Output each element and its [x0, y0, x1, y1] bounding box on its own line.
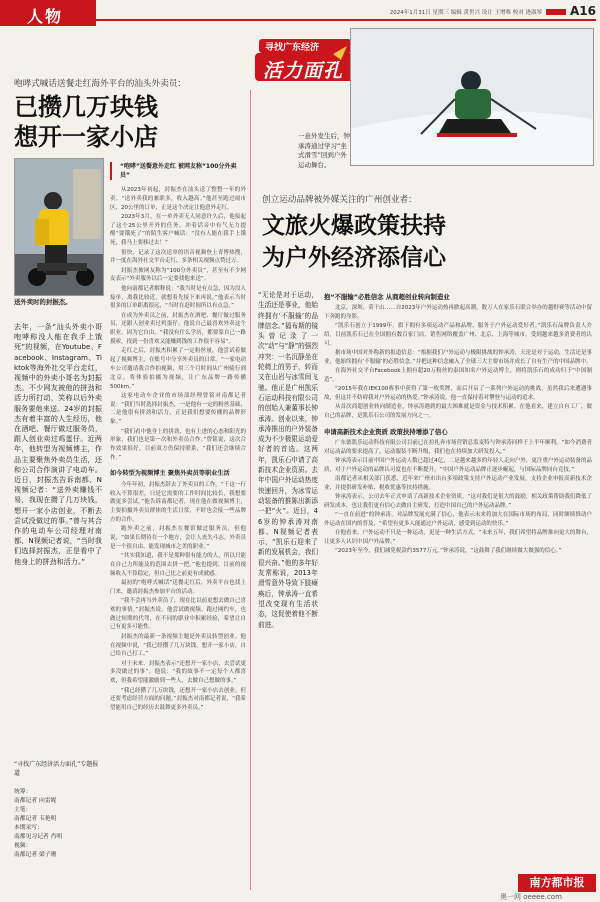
- right-headline-line2: 为户外经济添信心: [262, 245, 446, 271]
- left-headline: [14, 92, 158, 152]
- paragraph: 在他看来，户外运动不只是一种运动，更是一种生活方式。“未来五年，我们希望将品牌推向更大的舞台，让更多人认识中国户外品牌。”: [324, 530, 592, 546]
- column-divider: [250, 90, 251, 890]
- right-body: [324, 292, 592, 872]
- left-summary: 去年，一条“汕头外卖小哥咆哮称没人能在我手上饿死”的视频，在Youtube、Facebook、Instagram、Tiktok等海外社交平台走红，视频中的外卖小哥名为封振杰。不少网友被他的拼劲和活力所打动，笑称以后外卖服务要他来送。24岁的封振杰有着丰富的人生经历，他在酒吧、餐厅做过服务员，跟人创业卖过鸡蛋仔。近两年，他转型为视频博主，作品主要聚焦外卖员生活，还和公司合作演讲了电动车。近日，封振杰告诉南都、N视频记者：“送外卖赚钱不易，我现在攒了几万块钱，想开一家小店创业，不断去尝试没做过的事。”曾与其合作的电动车公司经理对南都、N视频记者说，“当时我们选择封振杰，正是看中了他身上的拼劲和活力。”: [14, 322, 102, 566]
- issue-meta: 2024年1月31日 星期三 编辑 黄世兴 设计 王增唯 校对 逄淑琴: [389, 10, 542, 16]
- paragraph: “其实我知道，我不是那种很有能力的人，所以只能在自己力所能及的范围去拼一把。”他也提到，目前的视频收入不算稳定，但自己比之前更有成就感。: [110, 553, 246, 577]
- credits: 统筹： 南都记者 向雷妮 主笔： 南都记者 韦艳明 本期采写： 南都见习记者 肖明 视频： 南都记者 梁子珊: [14, 789, 63, 858]
- paragraph: 封振杰的最新一条视频主题是外卖员转型创业。他在视频中说，“我已经攒了几万块钱，想开一家小店，自己给自己打工。”: [110, 633, 246, 658]
- paragraph: 从2023年初起，封振杰在汕头送了整整一年的外卖。“送外卖我的兼职多，收入越高。”他甚至跑过闹市区、20公里的订单，正是这个决定让他意外走红。: [110, 187, 246, 211]
- newspaper-logo-mark: [546, 9, 566, 15]
- paragraph: “2023年至今，我们减免税款约3577万元。”钟承涛说，“这鼓舞了我们继续做大做强的信心。”: [335, 548, 562, 555]
- paragraph: 最初的“咆哮式喊话”送餐走红后，外卖平台也找上门来，邀请封振杰参加平台的活动。: [110, 579, 246, 595]
- right-headline-line1: 文旅火爆政策扶持: [262, 213, 446, 239]
- paragraph: 跑外卖之前，封振杰在餐馆做过服务员，但他说，“如果长期待在一个地方，会让人丧失斗志。外卖员是一个很自由、能发现城市之美的职业。”: [110, 526, 246, 550]
- left-headline-line1: 已攒几万块钱: [14, 93, 158, 121]
- footer-watermark: 奥一网 oeeee.com: [500, 893, 562, 901]
- paragraph: “2015年我在IEK100赛事中获得了第一枚奖牌，而后开启了一系列户外运动的挑战。虽然我后来遭遇事故，但这并不妨碍我对户外运动的热爱。”钟承涛说，他一直保持着对攀登与运动的追求。: [324, 386, 592, 401]
- page-number: A16: [570, 4, 596, 18]
- paragraph: 南都记者从相关部门获悉，近年来广州市出台多项政策支持户外运动产业发展，支持企业申报高新技术企业，并提供研发补贴、税收优惠等扶持措施。: [324, 476, 592, 491]
- left-section1-body: [110, 186, 246, 463]
- paragraph: 这家电动车企业的市场部经理曾铭对南都记者说：“我们当时选择封振杰，一是他有一定的粉丝基础，二是他很有拼劲和活力，正是我们想要传播的品牌形象。”: [110, 392, 246, 426]
- paragraph: 钟承涛表示目前中国户外运动人数已超过4亿，二是越来越多的年轻人走向户外，更注重户外运动装备的品质，对于户外运动的品牌认可度也在不断提升。“中国户外运动品牌正逐步崛起，与国际品牌同台竞技。”: [324, 457, 592, 473]
- paragraph: 钟承涛表示，公司去年正式申请了高新技术企业资质，“这对我们是很大的鼓励，相关政策帮助我们降低了研发成本，也让我们更有信心去做自主研发，打造中国自己的户外运动品牌。”: [324, 494, 592, 509]
- paragraph: “我已经攒了几万块钱，还想开一家小店去创业，但还要考虑经营方面的问题。”封振杰对南都记者说，“我希望能用自己的经历去鼓舞更多外卖员。”: [110, 687, 246, 712]
- footer-brand-text: 南方都市报: [529, 876, 585, 889]
- courier-photo-caption: 送外卖时的封振杰。: [14, 298, 72, 306]
- paragraph: 走红之后，封振杰积累了一定粉丝量，他尝试着做起了视频博主，在账号中分享外卖员的日常。“一家电动车公司邀请我合作拍视频，用三个月时间从广州骑行到北京，将体验拍摄为视频，让广东品牌一路传播500km。”: [110, 348, 246, 390]
- courier-illustration-icon: [15, 159, 103, 295]
- courier-photo: [14, 158, 104, 296]
- paragraph: 广东德凯乐运动科技有限公司目前已在拉扎奔市场营销总监麦特与钟承涛同样于上半年顺利，“如今消费者对运动品的要求提高了，运动服装不断升级，我们也在持续加大研发投入。”: [324, 439, 592, 455]
- paragraph: 今年年初，封振杰辞去了外卖员的工作。“干这一行收入不算很差，只是它需要的工作时间比较长，我想要做更多尝试。”他告诉南都记者，现在他在做视频博主，主要拍摄外卖员群体的生活日常，不时也会接一些品牌方的合作。: [110, 481, 246, 523]
- right-headline: [262, 210, 446, 274]
- badge-line1: 寻找广东经济: [265, 43, 320, 53]
- paragraph: “我们看中他身上的拼劲，也有上进的心态和阳光的形象，我们也是第一次和外卖员合作。”曾铭说，这次合作效果很好，目前双方仍保持联系，“我们还会继续合作。”: [110, 428, 246, 461]
- footer-brand: [518, 874, 596, 892]
- right-section1-head: 抱“不服输”必胜信念 从商超创业转向制造业: [324, 293, 450, 301]
- paragraph: “凯乐石创立于1999年，旗下拥有多项运动产品和品牌，服务于户外运动爱好者。”凯乐石品牌负责人介绍，目前凯乐石已在全国拥有数百家门店，销售网络覆盖广州、北京、上海等城市，受到越来越多消费者的认可。: [324, 323, 592, 347]
- paragraph: 据市场中国对外称新的报道信息：“根据我们户外运动与极限挑战的钟承涛，天论是对于运动，生活还是事业，他始终拥有‘不服输’的必胜信念。”并把这种信念融入了全球三大主要市场并成长了自有生产的中国品牌中。: [324, 349, 592, 365]
- skier-illustration-icon: [351, 29, 593, 165]
- left-kicker: 咆哮式喊话送餐走红海外平台的汕头外卖员：: [14, 79, 186, 89]
- paragraph: 北京、深圳、莫干山……自2023年户外运动热再掀起高潮，数万人在家乐石联合举办的越野赛等活动中留下奔跑的身影。: [324, 305, 592, 320]
- left-body: [110, 162, 246, 892]
- skier-photo: [350, 28, 594, 166]
- paragraph: 从首次商超创业转向制造业，钟承涛遇到的最大困难就是资金与技术积累。在他看来，建立自有工厂，做自己的品牌，是凯乐石公司的发展方向之一。: [324, 404, 592, 420]
- paragraph: 封振杰被网友称为“100分外卖员”，甚至有不少网友表示“外卖服务以后一定要找他来送”。: [110, 267, 246, 283]
- series-note: “寻找广东经济活力面孔”专题报道: [14, 761, 99, 777]
- section-label: 人物: [27, 7, 64, 26]
- right-side-column: “无论是对于运动，生活还是事业，他始终拥有‘不服输’的品牌信念。”福布斯的镜头曾记录了一次“动”与“静”的强烈冲突：一名沉静坐在轮椅上的男子，转而又在山岩与冰雪间飞驰。他正是广州凯乐石运动科技有限公司的创始人兼董事长钟承涛。创业以来，钟承涛推出的户外装备成为不少极限运动爱好者的首选。这两年，凯乐石申请了高新技术企业资质。去年中国户外运动热度快速回升，为冰雪运动装备的推陈出新添一把“火”。近日，46岁的钟承涛对南都、N视频记者表示，“凯乐石迎来了新的发展机会，我们很兴奋。”他的多年好友常称说，2013年滑雪意外导致下肢瘫痪后，钟承涛一直希望改变现有生活状态，这促使着他不断前进。: [258, 291, 318, 629]
- paragraph: 他向南都记者解释说：“我当时是有点急，因为没人接单，离我比较近，就想着先接下来再说。”他表示当时很多的订单距离很远，“当时在赶时间所以有点急。”: [110, 285, 246, 310]
- paragraph: 很快，记录了这次送单的语音视频登上青博热搜，并一度在海外社交平台走红，多条相关视频点赞过万。: [110, 249, 246, 265]
- left-headline-line2: 想开一家小店: [14, 123, 158, 151]
- paragraph: “我不会再当外卖员了，现在比以前更想去做自己喜欢的事情。”封振杰说，他尝试做视频、跑过网约车，也做过短期的代驾，在不同的职业中积累经验，希望让自己有更多可能性。: [110, 598, 246, 631]
- badge-line2: 活力面孔: [263, 60, 344, 82]
- series-badge: [255, 36, 355, 86]
- paragraph: 在成为外卖员之前，封振杰在酒吧、餐厅做过服务员，还跟人创业卖过鸡蛋仔。他说自己最喜欢外卖这个职业，因为它自由，“我没有什么学历，都要靠自己一路摸索，找到一份喜欢又能赚到钱的工作很不容易”。: [110, 312, 246, 346]
- skier-photo-caption: 一意外发生后，钟承涛通过学习“坐式滑雪”回到户外运动舞台。: [298, 132, 350, 169]
- left-section2-body: [110, 481, 246, 713]
- section-tab: [0, 0, 96, 26]
- paragraph: 在海外社交平台Facebook上拥有超20万粉丝的泰国知名户外运动博主，则将凯乐石的成功归于“中国制造”。: [324, 368, 592, 383]
- paragraph: 对于未来，封振杰表示“还想开一家小店，去尝试更多没做过的事”。他说：“我的故事不一定每个人都喜欢，但我希望能激励到一些人，去做自己想做的事。”: [110, 660, 246, 685]
- paragraph: 2023年3月，在一单外卖无人同意许久后，他接起了这个25公里开外的任务。冲着话音中有气无力提醒“要饿死了”的陌生客户喊话：“没有人能在我手上饿死，我马上要移过去！”: [110, 213, 246, 247]
- paragraph: “一直在前进”的钟承涛，对品牌发展充满了信心，他表示未来将加大在国际市场的布局，同时继续推动户外运动在国内的普及，“希望有更多人能通过户外运动，感受到运动的快乐。”: [324, 512, 592, 528]
- right-kicker: 创立运动品牌被外媒关注的广州创业者：: [262, 195, 417, 205]
- right-section1-body: [324, 304, 592, 421]
- left-section2-head: 如今转型为视频博主 聚焦外卖员等职业生活: [110, 469, 230, 477]
- header-rule: [96, 19, 596, 21]
- left-section1-head: “咆哮”送餐意外走红 被网友称“100分外卖员”: [110, 162, 246, 180]
- right-section2-head: 申请高新技术企业资质 政策扶持增添了信心: [324, 427, 448, 436]
- right-section2-body: [324, 439, 592, 556]
